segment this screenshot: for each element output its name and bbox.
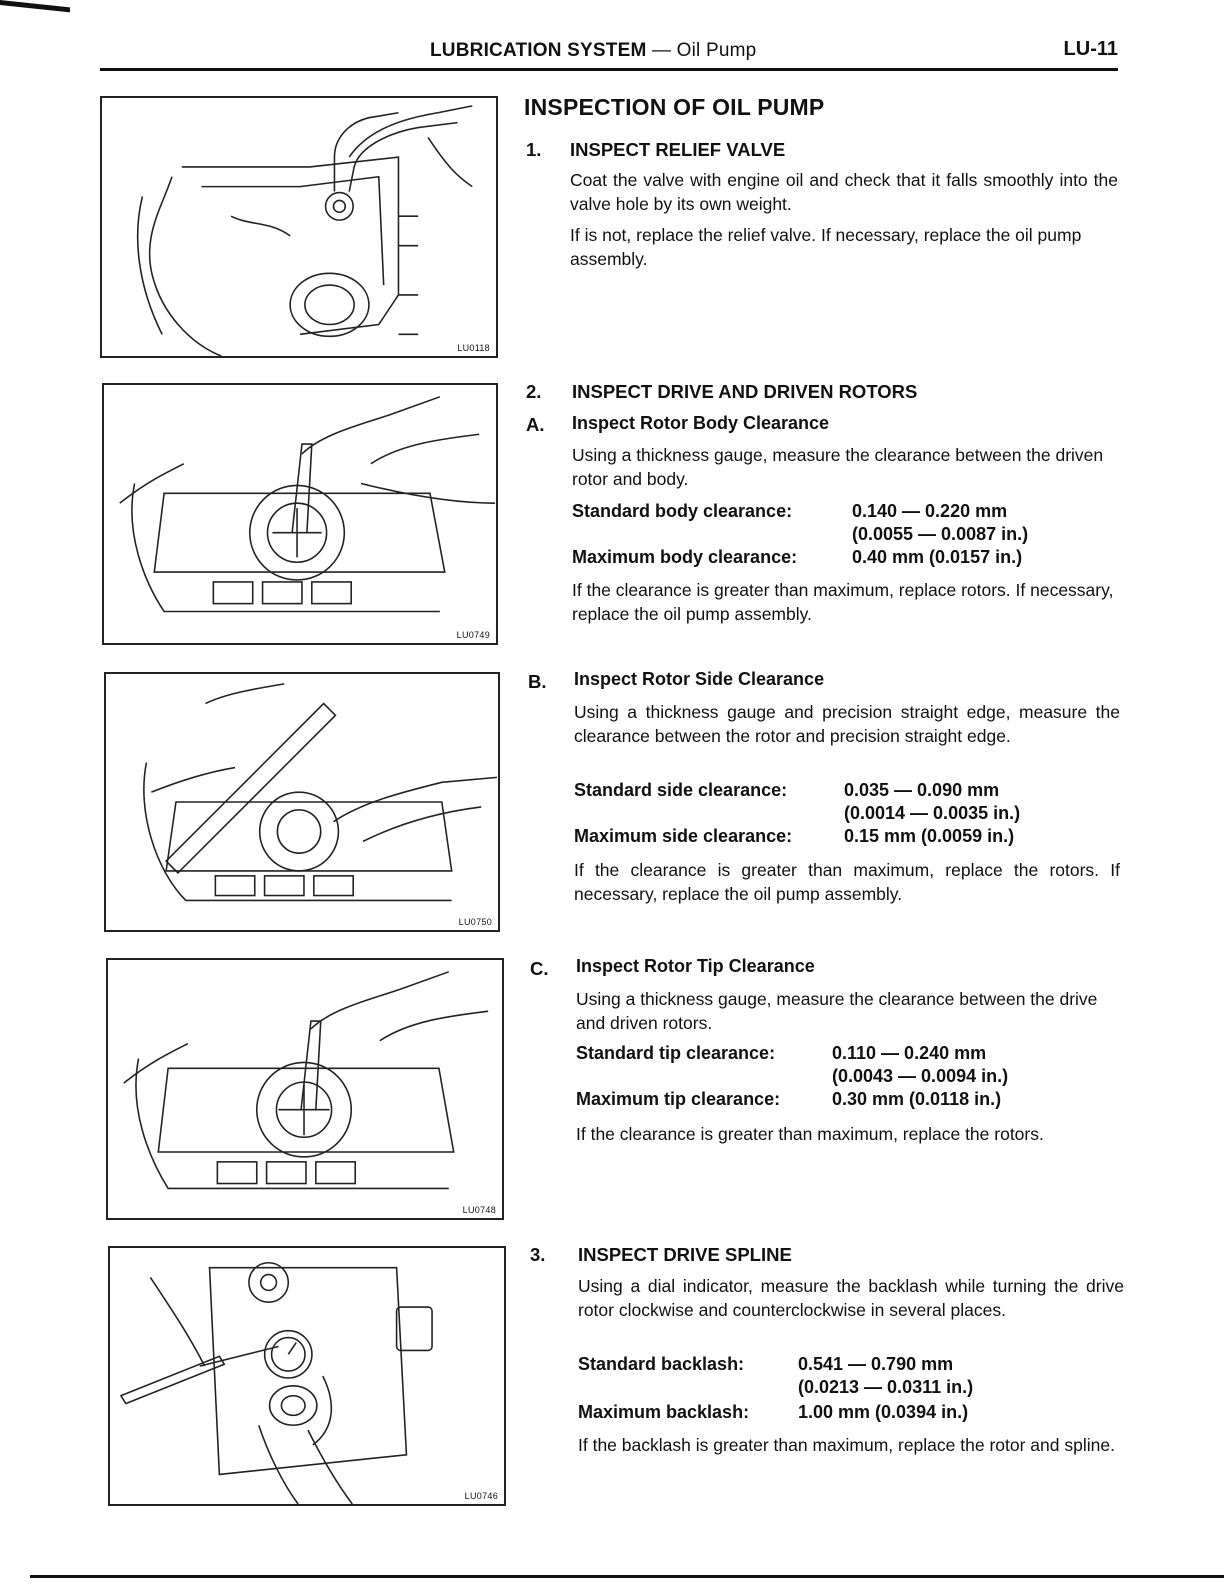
step-1-number: 1. (526, 139, 542, 160)
substep-a-outro: If the clearance is greater than maximum, replace rotors. If necessary, replace the oil pump assembly. (572, 580, 1114, 624)
scan-bottom-rule (30, 1575, 1224, 1578)
step-1-paragraph-1: Coat the valve with engine oil and check that it falls smoothly into the valve hole by its own weight. (570, 170, 1118, 214)
running-header (100, 36, 1118, 66)
standard-side-clearance-inches: (0.0014 — 0.0035 in.) (844, 803, 1021, 823)
substep-a-title: Inspect Rotor Body Clearance (572, 413, 830, 433)
maximum-body-clearance-label: Maximum body clearance: (572, 547, 798, 567)
substep-a-spec-table (572, 500, 1120, 572)
standard-body-clearance-inches: (0.0055 — 0.0087 in.) (852, 524, 1029, 544)
substep-a-intro: Using a thickness gauge, measure the clearance between the driven rotor and body. (572, 445, 1104, 489)
step-1-title: INSPECT RELIEF VALVE (570, 139, 786, 160)
section-title (430, 40, 756, 62)
substep-a-letter: A. (526, 414, 545, 435)
standard-body-clearance-value: 0.140 — 0.220 mm (852, 501, 1008, 521)
standard-tip-clearance-label: Standard tip clearance: (576, 1043, 776, 1063)
tip-clearance-illustration (108, 960, 502, 1218)
step-2-number: 2. (526, 381, 542, 402)
figure-drive-spline (108, 1246, 506, 1506)
maximum-backlash-value: 1.00 mm (0.0394 in.) (798, 1402, 969, 1422)
standard-side-clearance-label: Standard side clearance: (574, 780, 788, 800)
substep-c-outro: If the clearance is greater than maximum, replace the rotors. (576, 1124, 1044, 1144)
body-clearance-illustration (104, 385, 496, 643)
figure-code: LU0118 (457, 343, 490, 353)
maximum-backlash-label: Maximum backlash: (578, 1402, 750, 1422)
standard-backlash-value: 0.541 — 0.790 mm (798, 1354, 954, 1374)
substep-c-spec-table (576, 1042, 1122, 1114)
step-1-paragraph-2: If is not, replace the relief valve. If necessary, replace the oil pump assembly. (570, 225, 1082, 269)
figure-relief-valve (100, 96, 498, 358)
standard-side-clearance-value: 0.035 — 0.090 mm (844, 780, 1000, 800)
relief-valve-illustration (102, 98, 496, 356)
header-rule (100, 68, 1118, 71)
substep-c-intro: Using a thickness gauge, measure the clearance between the drive and driven rotors. (576, 989, 1098, 1033)
standard-tip-clearance-value: 0.110 — 0.240 mm (832, 1043, 987, 1063)
step-3-intro: Using a dial indicator, measure the backlash while turning the drive rotor clockwise and counterclockwise in several places. (578, 1276, 1124, 1320)
step-3-title: INSPECT DRIVE SPLINE (578, 1244, 792, 1265)
section-title-dash: — (646, 40, 677, 61)
standard-tip-clearance-inches: (0.0043 — 0.0094 in.) (832, 1066, 1009, 1086)
figure-side-clearance (104, 672, 500, 932)
substep-b-intro: Using a thickness gauge and precision straight edge, measure the clearance between the rotor and precision straight edge. (574, 702, 1120, 746)
figure-body-clearance (102, 383, 498, 645)
section-title-main: LUBRICATION SYSTEM (430, 40, 647, 61)
step-2-title: INSPECT DRIVE AND DRIVEN ROTORS (572, 381, 918, 402)
standard-backlash-inches: (0.0213 — 0.0311 in.) (798, 1377, 974, 1397)
figure-code: LU0748 (462, 1205, 496, 1215)
drive-spline-illustration (110, 1248, 504, 1504)
substep-c-letter: C. (530, 958, 549, 979)
figure-code: LU0749 (456, 630, 490, 640)
main-heading: INSPECTION OF OIL PUMP (524, 94, 825, 120)
section-title-sub: Oil Pump (676, 40, 757, 61)
maximum-side-clearance-value: 0.15 mm (0.0059 in.) (844, 826, 1015, 846)
standard-backlash-label: Standard backlash: (578, 1354, 745, 1374)
step-3-spec-table (578, 1353, 1124, 1425)
figure-code: LU0750 (458, 917, 492, 927)
substep-b-title: Inspect Rotor Side Clearance (574, 669, 825, 689)
side-clearance-illustration (106, 674, 498, 930)
substep-b-outro: If the clearance is greater than maximum, replace the rotors. If necessary, replace the oil pump assembly. (574, 860, 1120, 904)
maximum-side-clearance-label: Maximum side clearance: (574, 826, 793, 846)
page-number: LU-11 (1063, 38, 1118, 60)
scan-corner-mark (0, 0, 70, 12)
step-3-number: 3. (530, 1244, 546, 1265)
substep-b-spec-table (574, 779, 1120, 851)
maximum-tip-clearance-label: Maximum tip clearance: (576, 1089, 781, 1109)
maximum-body-clearance-value: 0.40 mm (0.0157 in.) (852, 547, 1023, 567)
standard-body-clearance-label: Standard body clearance: (572, 501, 793, 521)
substep-b-letter: B. (528, 671, 547, 692)
figure-tip-clearance (106, 958, 504, 1220)
maximum-tip-clearance-value: 0.30 mm (0.0118 in.) (832, 1089, 1002, 1109)
step-3-outro: If the backlash is greater than maximum, replace the rotor and spline. (578, 1435, 1115, 1455)
figure-code: LU0746 (464, 1491, 498, 1501)
substep-c-title: Inspect Rotor Tip Clearance (576, 956, 815, 976)
